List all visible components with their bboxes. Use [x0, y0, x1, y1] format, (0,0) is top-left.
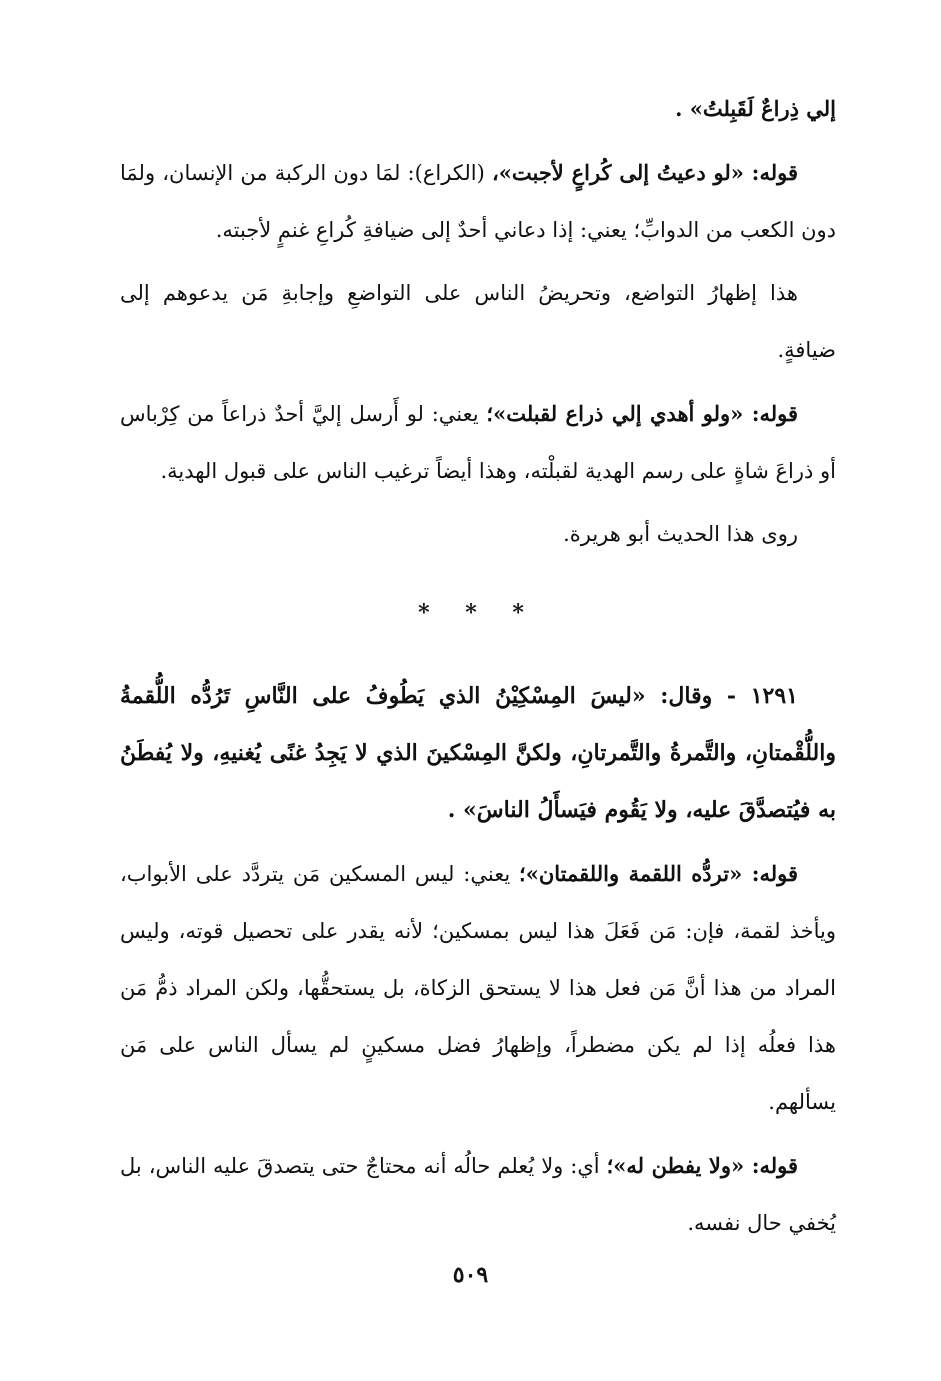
paragraph-commentary-1 — [120, 845, 836, 1131]
hadith-text: ١٢٩١ - وقال: «ليسَ المِسْكِيْنُ الذي يَطُوفُ على النَّاسِ تَرُدُّه اللُّقمةُ واللُّقْمتانِ، والتَّمرةُ والتَّمرتانِ، ولكنَّ المِسْكينَ الذي لا يَجِدُ غنًى يُغنيهِ، ولا يُفطَنُ به فيُتصدَّقَ عليه، ولا يَقُوم فيَسأَلُ الناسَ» . — [120, 683, 836, 823]
paragraph-continuation — [120, 80, 836, 138]
paragraph-gift-explanation — [120, 385, 836, 500]
page-body — [120, 80, 836, 1258]
paragraph-text: أي: ولا يُعلم حالُه أنه محتاجٌ حتى يتصدقَ عليه الناس، بل يُخفي حال نفسه. — [120, 1154, 836, 1235]
paragraph-commentary-2 — [120, 1137, 836, 1252]
paragraph-text: روى هذا الحديث أبو هريرة. — [563, 522, 798, 546]
quote-lead: قوله: «ولا يفطن له»؛ — [606, 1153, 798, 1178]
quote-lead: قوله: «ولو أهدي إلي ذراع لقبلت»؛ — [486, 401, 798, 426]
page-number: ٥٠٩ — [452, 1262, 489, 1288]
quote-lead: قوله: «لو دعيتُ إلى كُراعٍ لأجبت»، — [491, 160, 798, 185]
paragraph-text: يعني: لو أَرسل إليَّ أحدٌ ذراعاً من كِرْباس أو ذراعَ شاةٍ على رسم الهدية لقبلْته، وهذا أيضاً ترغيب الناس على قبول الهدية. — [120, 402, 836, 483]
paragraph-kura-explanation — [120, 144, 836, 259]
paragraph-humility — [120, 265, 836, 379]
section-separator: * * * — [418, 600, 538, 626]
continuation-text: إلي ذِراعٌ لَقَبِلتُ» . — [675, 96, 836, 121]
paragraph-text: هذا إظهارُ التواضع، وتحريضُ الناس على التواضعِ وإجابةِ مَن يدعوهم إلى ضيافةٍ. — [120, 281, 836, 362]
quote-lead: قوله: «تردُّه اللقمة واللقمتان»؛ — [519, 861, 798, 886]
paragraph-text: يعني: ليس المسكين مَن يتردَّد على الأبواب، ويأخذ لقمة، فإن: مَن فَعَلَ هذا ليس بمسكين؛ لأنه يقدر على تحصيل قوته، وليس المراد من هذا أنَّ مَن فعل هذا لا يستحق الزكاة، بل يستحقُّها، ولكن المراد ذمُّ مَن هذا فعلُه إذا لم يكن مضطراً، وإظهارُ فضل مسكينٍ لم يسأل الناس على مَن يسألهم. — [120, 862, 836, 1114]
paragraph-narrator — [120, 506, 836, 563]
paragraph-text: (الكراع): لمَا دون الركبة من الإنسان، ولمَا دون الكعب من الدوابِّ؛ يعني: إذا دعاني أحدٌ إلى ضيافةِ كُراعِ غنمٍ لأجبته. — [120, 161, 836, 242]
